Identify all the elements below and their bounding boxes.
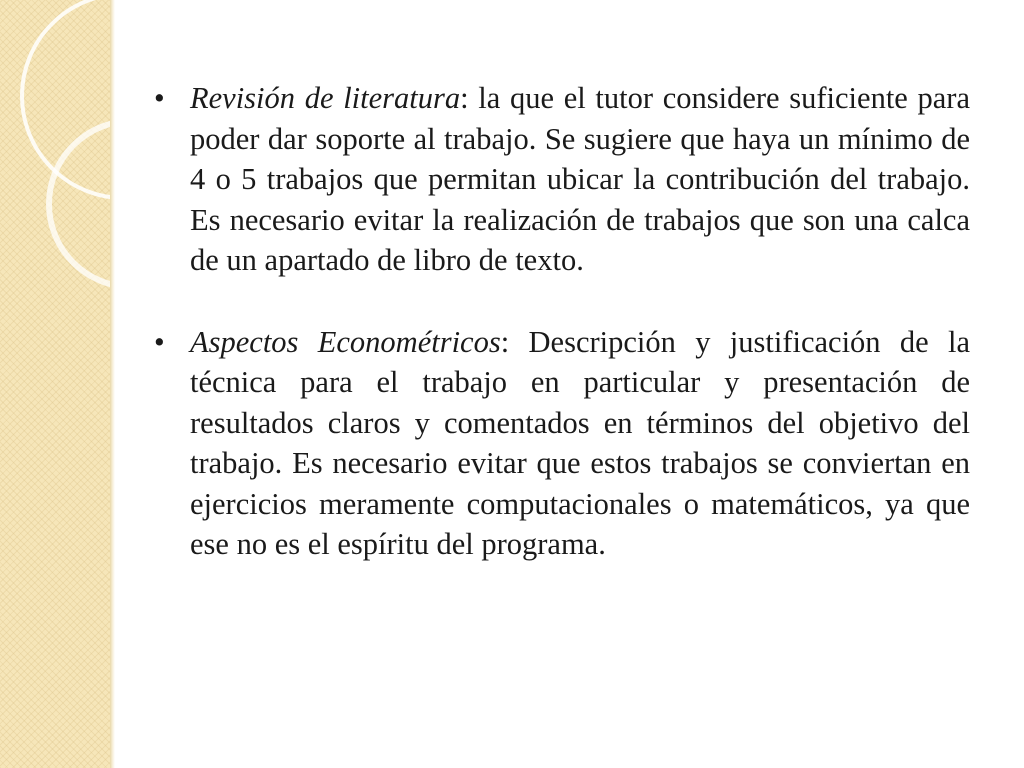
bullet-item-aspectos-econometricos xyxy=(146,322,970,565)
bullet-separator: : xyxy=(500,324,529,359)
bullet-term: Revisión de literatura xyxy=(190,81,461,115)
bullet-separator: : xyxy=(460,81,479,115)
bullet-text: la que el tutor considere suficiente para poder dar soporte al trabajo. Se sugiere que haya un mínimo de 4 o 5 trabajos que permitan ubicar la contribución del trabajo. Es necesario evitar la realización de trabajos que son una calca de un apartado de libro de texto. xyxy=(190,81,970,277)
band-edge-shadow xyxy=(110,0,115,768)
bullet-text: Descripción y justificación de la técnica para el trabajo en particular y presentación de resultados claros y comentados en términos del objetivo del trabajo. Es necesario evitar que estos trabajos se conviertan en ejercicios meramente computacionales o matemáticos, ya que ese no es el espíritu del programa. xyxy=(190,324,970,561)
bullet-term: Aspectos Econométricos xyxy=(190,324,501,359)
bullet-item-revision-literatura xyxy=(146,78,970,281)
bullet-marker: • xyxy=(154,324,165,359)
bullet-list xyxy=(146,78,970,565)
decorative-side-band xyxy=(0,0,112,768)
bullet-marker: • xyxy=(154,81,165,115)
